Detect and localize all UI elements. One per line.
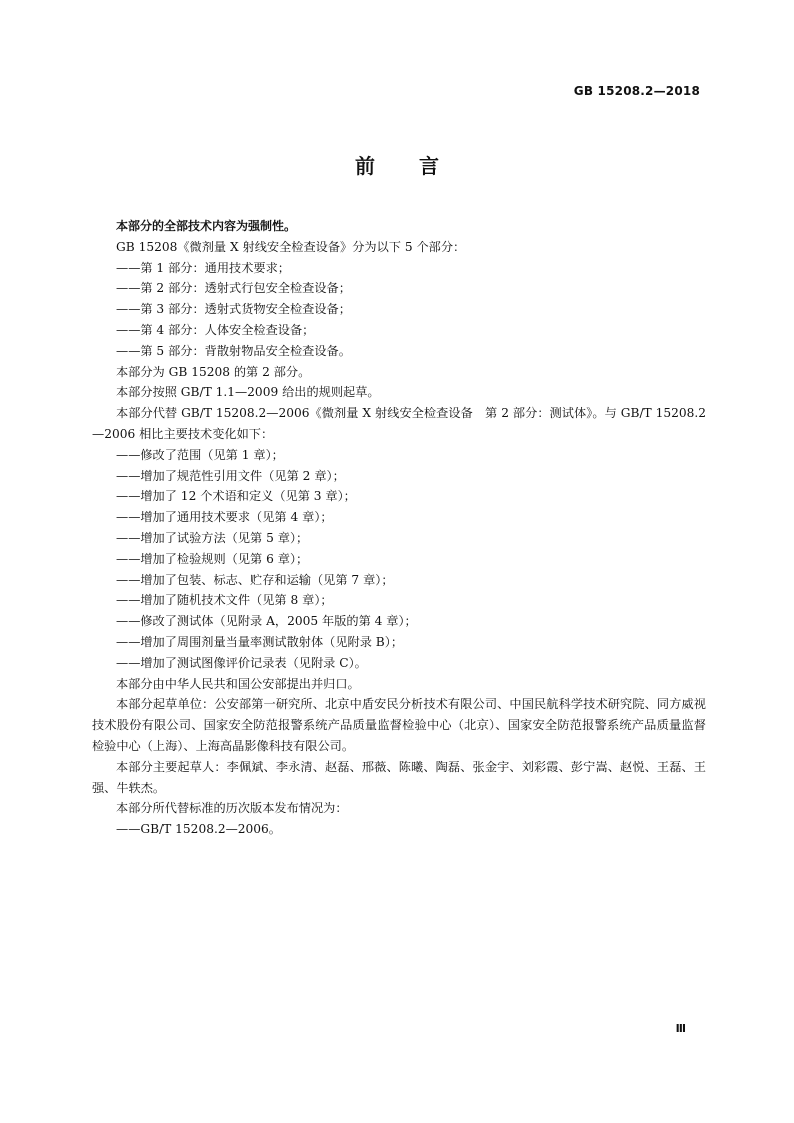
list-item-change-2: ——增加了规范性引用文件（见第 2 章）；: [116, 468, 345, 483]
paragraph-drafters: 本部分主要起草人：李佩斌、李永清、赵磊、邢薇、陈曦、陶磊、张金宇、刘彩霞、彭宁嵩、赵悦、王磊、王强、牛轶杰。: [92, 759, 706, 795]
paragraph-proposer: 本部分由中华人民共和国公安部提出并归口。: [116, 676, 360, 691]
list-item-change-7: ——增加了包装、标志、贮存和运输（见第 7 章）；: [116, 572, 394, 587]
list-item-change-11: ——增加了测试图像评价记录表（见附录 C）。: [116, 655, 367, 670]
list-item-change-1: ——修改了范围（见第 1 章）；: [116, 447, 284, 462]
standard-number: GB 15208.2—2018: [573, 84, 700, 98]
list-item-change-8: ——增加了随机技术文件（见第 8 章）；: [116, 593, 333, 608]
paragraph-drafting-rules: 本部分按照 GB/T 1.1—2009 给出的规则起草。: [116, 385, 380, 400]
paragraph-part-statement: 本部分为 GB 15208 的第 2 部分。: [116, 364, 311, 379]
paragraph-drafting-units: 本部分起草单位：公安部第一研究所、北京中盾安民分析技术有限公司、中国民航科学技术研究院、同方威视技术股份有限公司、国家安全防范报警系统产品质量监督检验中心（北京）、国家安全防范报警系统产品质量监督检验中心（上海）、上海高晶影像科技有限公司。: [92, 697, 706, 753]
list-item-history-1: ——GB/T 15208.2—2006。: [116, 822, 281, 837]
list-item-change-4: ——增加了通用技术要求（见第 4 章）；: [116, 510, 333, 525]
page-title: 前言: [355, 154, 483, 178]
list-item-part-5: ——第 5 部分：背散射物品安全检查设备。: [116, 343, 351, 358]
list-item-part-4: ——第 4 部分：人体安全检查设备；: [116, 322, 315, 337]
page-number: Ⅲ: [675, 1022, 686, 1035]
list-item-part-2: ——第 2 部分：透射式行包安全检查设备；: [116, 281, 351, 296]
list-item-part-1: ——第 1 部分：通用技术要求；: [116, 260, 290, 275]
paragraph-parts-intro: GB 15208《微剂量 X 射线安全检查设备》分为以下 5 个部分：: [116, 239, 466, 254]
paragraph-history-intro: 本部分所代替标准的历次版本发布情况为：: [116, 801, 348, 816]
list-item-change-10: ——增加了周围剂量当量率测试散射体（见附录 B）；: [116, 634, 404, 649]
paragraph-replacement: 本部分代替 GB/T 15208.2—2006《微剂量 X 射线安全检查设备 第 2 部分：测试体》。与 GB/T 15208.2—2006 相比主要技术变化如下：: [92, 406, 706, 441]
list-item-change-5: ——增加了试验方法（见第 5 章）；: [116, 530, 309, 545]
list-item-change-9: ——修改了测试体（见附录 A，2005 年版的第 4 章）；: [116, 614, 417, 629]
document-body: [92, 216, 706, 840]
list-item-change-6: ——增加了检验规则（见第 6 章）；: [116, 551, 309, 566]
list-item-change-3: ——增加了 12 个术语和定义（见第 3 章）；: [116, 489, 356, 504]
paragraph-mandatory-notice: 本部分的全部技术内容为强制性。: [116, 219, 297, 233]
list-item-part-3: ——第 3 部分：透射式货物安全检查设备；: [116, 302, 351, 317]
